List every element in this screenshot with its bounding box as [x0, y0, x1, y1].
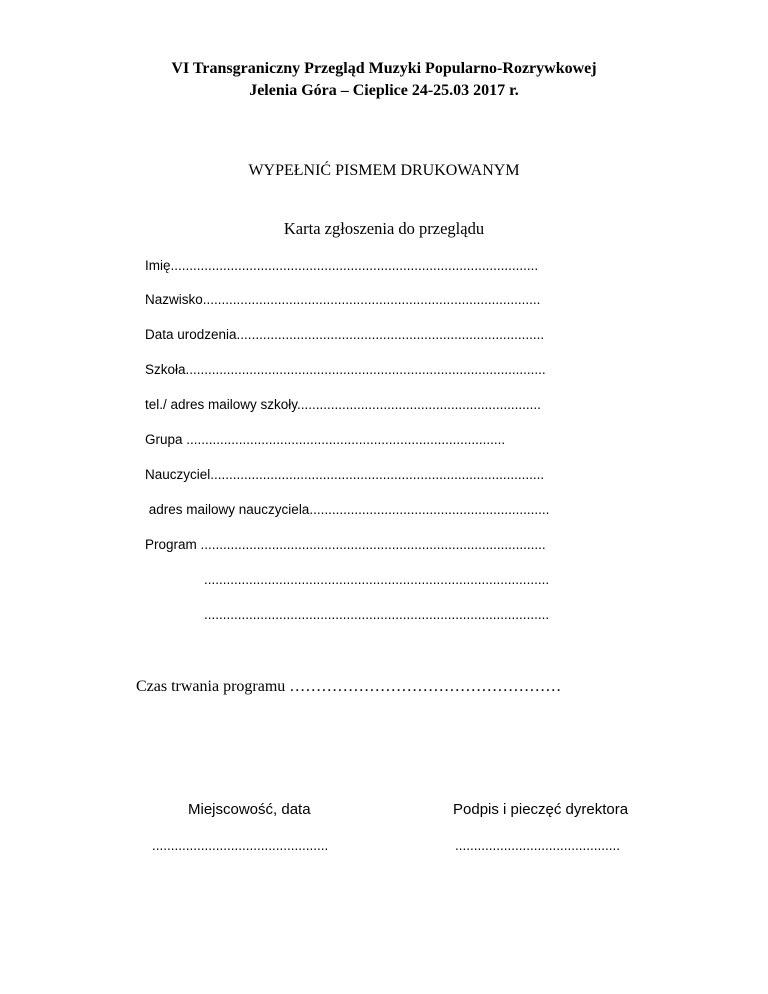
director-signature-line: ............................................ — [455, 838, 621, 853]
field-school-contact: tel./ adres mailowy szkoły................................................................. — [145, 397, 541, 412]
field-last-name: Nazwisko.......................................................................................... — [145, 292, 541, 307]
instruction-text: WYPEŁNIĆ PISMEM DRUKOWANYM — [248, 162, 520, 179]
field-school: Szkoła................................................................................................ — [145, 362, 546, 377]
field-program-line2: ............................................................................................ — [204, 572, 550, 587]
field-duration: Czas trwania programu …………………………………………… — [136, 678, 562, 695]
form-title: Karta zgłoszenia do przeglądu — [283, 219, 485, 238]
field-birth-date: Data urodzenia.................................................................................. — [145, 327, 545, 342]
field-group: Grupa ..................................................................................... — [145, 432, 506, 447]
header-title-line1: VI Transgraniczny Przegląd Muzyki Popularno-Rozrywkowej — [171, 60, 597, 77]
field-teacher-email: adres mailowy nauczyciela................................................................ — [145, 502, 550, 517]
place-date-line: ............................................... — [152, 838, 329, 853]
director-signature-label: Podpis i pieczęć dyrektora — [453, 801, 629, 818]
header-title-line2: Jelenia Góra – Cieplice 24-25.03 2017 r. — [249, 82, 519, 99]
field-first-name: Imię.................................................................................................. — [145, 258, 539, 273]
place-date-label: Miejscowość, data — [188, 801, 311, 818]
field-program-line3: ............................................................................................ — [204, 607, 550, 622]
field-program: Program ............................................................................................ — [145, 537, 546, 552]
field-teacher: Nauczyciel......................................................................................... — [145, 467, 545, 482]
